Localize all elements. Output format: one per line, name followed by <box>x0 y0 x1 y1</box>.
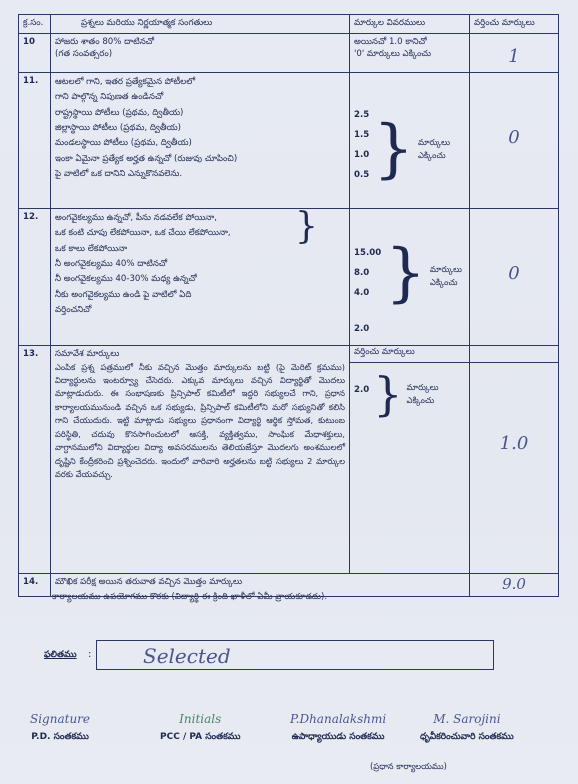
row-details <box>350 34 470 73</box>
row-sno: 10 <box>19 34 51 73</box>
brace-icon: } <box>295 208 318 248</box>
row-line: పై వాటిలో ఒక దానిని ఎన్నుకొనవలెను. <box>55 168 183 179</box>
office-use-note: కార్యాలయము ఉపయోగము కొరకు (విద్యార్థి ఈ క్రింది ఖాళీలో ఏమీ వ్రాయకూడదు). <box>52 592 328 602</box>
signature-pcc <box>160 712 240 744</box>
table-row <box>19 34 559 73</box>
row-sno: 12. <box>19 209 51 346</box>
mark-value: 15.00 <box>354 248 382 259</box>
brace-icon: } <box>385 236 426 311</box>
marks-values <box>354 109 369 189</box>
row-line: నీ అంగవైకల్యము 40% దాటినచో <box>55 258 168 269</box>
row-details <box>350 346 470 574</box>
header-details: మార్కుల వివరములు <box>350 15 470 34</box>
brace-icon: } <box>373 112 414 187</box>
marks-label-line: మార్కులు <box>429 264 462 275</box>
signature-scribble: Signature <box>30 712 91 726</box>
mark-value: 0.5 <box>354 170 370 181</box>
table-row <box>19 209 559 346</box>
row-line: ఒక కాలు లేకపోయినా <box>55 243 128 254</box>
row-paragraph: ఎంపిక ప్రశ్న పత్రములో నీకు వచ్చిన మొత్తం మార్కులను బట్టి (పై మెరిట్ క్రమము) విద్యార్థులను ఇంటర్వ్యూ చేసెదరు. ఎక్కువ మార్కులు వచ్చిన విద్యార్థితో మొదలు మాట్లాడుదురు. ఈ సంభాషణకు ప్రిన్సిపాల్ కమిటీలో ఇద్దరి సభ్యులచే గాని, ప్రధాన కార్యాలయమునుండి వచ్చిన ఒక సభ్యుడు, ప్రిన్సిపాల్ కమిటీలోని మరో సభ్యునితో కలిసి గాని చేయుదురు. ఇట్టి మాట్లాడు సభ్యులు ప్రధానంగా విద్యార్థి ఆర్థిక స్తోమత, కుటుంబ పరిస్థితి, చదువు కొనసాగించుటలో ఆసక్తి, వ్యక్తిత్వము, సాంఘిక మేధాశక్తులు, వాగ్దానములోని విద్యార్థుల విద్యా అవసరములను తెలియజేస్తూ మొదలగు అంశములలో దృష్టిని కేంద్రీకరించి ప్రశ్నించెదరు. ఇందులో వారివారి అర్హతలను బట్టి సభ్యులు 2 మార్కుల వరకు వేయవచ్చు. <box>55 361 345 480</box>
marks-list <box>354 236 465 343</box>
header-particulars: ప్రశ్నలు మరియు నిర్ణయాత్మక సంగతులు <box>51 15 350 34</box>
marks-list <box>354 109 465 189</box>
row-details <box>350 209 470 346</box>
result-colon: : <box>88 649 92 660</box>
mark-value: 2.0 <box>354 385 370 396</box>
marks-label-line: ఎక్కించు <box>417 150 446 161</box>
row-line: ఒక కంటి చూపు లేకపోయినా, ఒక చేయి లేకపోయినా, <box>55 228 231 239</box>
row-line: గాని పాల్గొన్న నిపుణత ఉండినచో <box>55 92 164 103</box>
table-header-row <box>19 15 559 34</box>
marks-label <box>418 136 450 161</box>
mark-value: 4.0 <box>354 288 370 299</box>
signature-scribble: M. Sarojini <box>433 712 501 726</box>
mark-value: 2.0 <box>354 324 370 335</box>
awarded-marks: 1 <box>470 34 559 73</box>
row-particulars <box>51 346 350 574</box>
signature-label: ధృవీకరించువారి సంతకము <box>420 732 514 742</box>
signature-verifier <box>420 712 514 744</box>
header-sno: క్ర.సం. <box>19 15 51 34</box>
marks-label-line: ఎక్కించు <box>429 276 458 287</box>
mark-value: 8.0 <box>354 268 370 279</box>
marks-label-line: మార్కులు <box>406 382 439 393</box>
awarded-marks: 0 <box>470 209 559 346</box>
row-title: సమావేశ మార్కులు <box>55 349 120 360</box>
marks-values <box>354 384 369 404</box>
marks-list <box>354 367 465 422</box>
marks-table <box>18 14 559 597</box>
row-awarded <box>470 346 559 574</box>
table-row <box>19 346 559 574</box>
awarded-marks: 1.0 <box>499 433 529 455</box>
head-office-note: (ప్రధాన కార్యాలయము) <box>370 761 447 771</box>
details-line: '0' మార్కులు ఎక్కించు <box>354 49 431 60</box>
row-sno: 14. <box>19 574 51 597</box>
row-line: మండలస్థాయి పోటీలు (ప్రథమ, ద్వితీయ) <box>55 138 192 149</box>
row-sno: 11. <box>19 73 51 209</box>
row-particulars <box>51 73 350 209</box>
row-line: రాష్ట్రస్థాయి పోటీలు (ప్రథమ, ద్వితీయ) <box>55 107 184 118</box>
signature-label: PCC / PA సంతకము <box>160 732 241 742</box>
awarded-subheader <box>470 346 558 363</box>
result-label: ఫలితము <box>44 650 77 660</box>
result-value: Selected <box>143 644 231 668</box>
row-details <box>350 73 470 209</box>
signature-scribble: Initials <box>179 712 222 726</box>
row-line: (గత సంవత్సరం) <box>55 49 113 60</box>
row-line: నీకు అంగవైకల్యము ఉండి పై వాటిలో ఏది <box>55 289 192 300</box>
row-line: అంగవైకల్యము ఉన్నచో, పీను నడవలేక పోయినా, <box>55 213 217 224</box>
mark-value: 1.0 <box>354 150 370 161</box>
details-subheader: వర్తించు మార్కులు <box>350 346 469 363</box>
row-particulars <box>51 209 350 346</box>
brace-icon: } <box>373 367 403 422</box>
row-line: మౌఖిక పరీక్ష అయిన తరువాత వచ్చిన మొత్తం మార్కులు <box>55 577 243 588</box>
signature-label: P.D. సంతకము <box>31 732 89 742</box>
awarded-marks: 0 <box>470 73 559 209</box>
total-marks: 9.0 <box>470 574 559 597</box>
mark-value: 2.5 <box>354 110 370 121</box>
header-awarded: వర్తించు మార్కులు <box>470 15 559 34</box>
marks-label-line: ఎక్కించు <box>406 395 435 406</box>
result-box <box>96 640 494 670</box>
row-line: ఆటలలో గాని, ఇతర ప్రత్యేకమైన పోటీలలో <box>55 77 196 88</box>
signature-scribble: P.Dhanalakshmi <box>290 712 387 726</box>
marks-label <box>407 381 439 406</box>
row-particulars <box>51 34 350 73</box>
marks-label <box>430 263 462 288</box>
row-sno: 13. <box>19 346 51 574</box>
table-row <box>19 73 559 209</box>
marks-values <box>354 247 381 343</box>
details-line: అయినచో 1.0 కానిచో <box>354 37 427 47</box>
row-line: వర్తించనిచో <box>55 304 92 315</box>
row-line: హాజరు శాతం 80% దాటినచో <box>55 37 155 47</box>
row-line: జిల్లాస్థాయి పోటీలు (ప్రథమ, ద్వితీయ) <box>55 122 181 133</box>
row-line: నీ అంగవైకల్యము 40-30% మధ్య ఉన్నచో <box>55 274 197 285</box>
mark-value: 1.5 <box>354 130 370 141</box>
signature-teacher <box>290 712 386 744</box>
row-line: ఇంకా ఏమైనా ప్రత్యేక అర్హత ఉన్నచో (రుజువు చూపించి) <box>55 153 238 164</box>
signature-pd <box>30 712 90 744</box>
signature-label: ఉపాధ్యాయుడు సంతకము <box>291 732 385 742</box>
marks-label-line: మార్కులు <box>417 137 450 148</box>
